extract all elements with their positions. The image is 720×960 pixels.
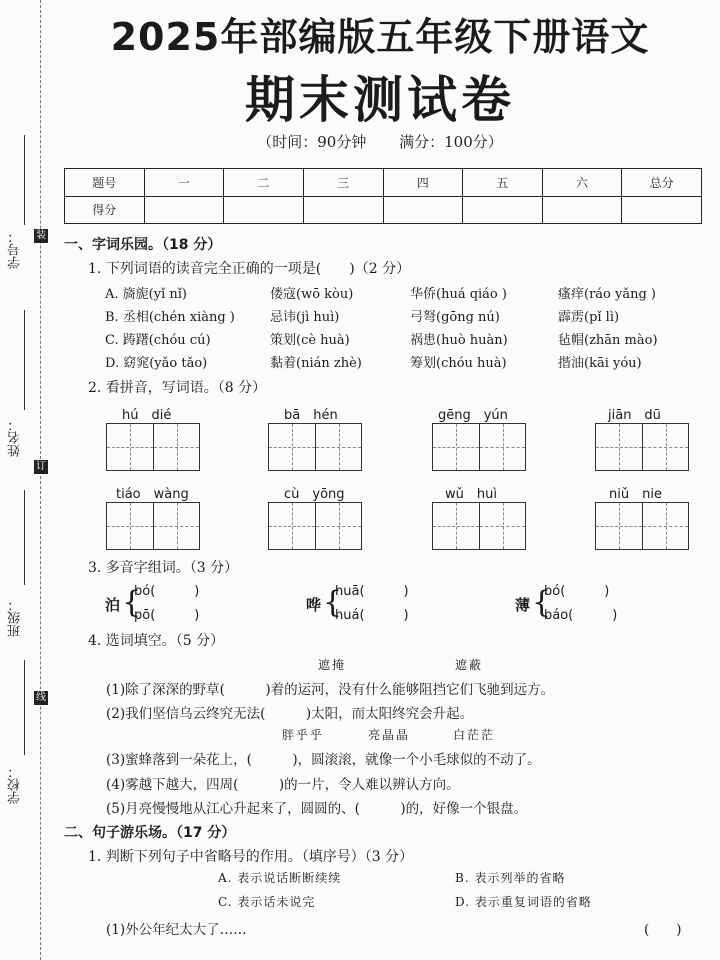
class-fill-line: [24, 490, 25, 585]
score-header-cell: 五: [463, 169, 543, 197]
s1-q4-text: 4. 选词填空。（5 分）: [88, 633, 225, 649]
section1-title: 一、字词乐园。（18 分）: [64, 237, 222, 253]
binding-mark-zhuang: 装: [36, 230, 46, 241]
candidate-word: 遮蔽: [455, 658, 484, 672]
s1-q1-option-d1: D. 窈窕(yǎo tǎo): [105, 356, 208, 371]
score-table-header-row: [65, 169, 702, 197]
score-row-label: 得分: [65, 196, 145, 224]
score-header-cell: 四: [383, 169, 463, 197]
candidate-word: 亮晶晶: [368, 728, 411, 742]
s1-q1-option-b2: 忌讳(jì huì): [270, 310, 340, 325]
score-header-cell: 六: [542, 169, 622, 197]
polyphone-reading: pō( ): [134, 608, 200, 623]
brace: {: [323, 585, 343, 620]
score-header-cell: 题号: [65, 169, 145, 197]
ellipsis-choice-b: B. 表示列举的省略: [455, 871, 566, 885]
school-fill-line: [24, 660, 25, 755]
candidate-word: 胖乎乎: [282, 728, 325, 742]
pinyin-bahen: bā hén: [284, 408, 338, 423]
writing-grid[interactable]: [595, 502, 689, 550]
fill-sentence-4: (4)雾越下越大，四周( )的一片，令人难以辨认方向。: [106, 777, 460, 793]
s1-q1-option-b4: 霹雳(pǐ lì): [558, 310, 620, 325]
score-table-score-row: [65, 196, 702, 224]
brace: {: [532, 585, 552, 620]
pinyin-gengyun: gēng yún: [438, 408, 508, 423]
exam-info: [0, 131, 720, 152]
s1-q1-text: 1. 下列词语的读音完全正确的一项是( )（2 分）: [88, 261, 411, 277]
pinyin-hudie: hú dié: [122, 408, 172, 423]
s1-q1-option-b1: B. 丞相(chén xiàng ): [105, 310, 235, 325]
score-cell: [144, 196, 224, 224]
pinyin-jiandu: jiān dū: [608, 408, 661, 423]
score-header-cell: 一: [144, 169, 224, 197]
ellipsis-choice-d: D. 表示重复词语的省略: [455, 895, 592, 909]
score-cell: [622, 196, 702, 224]
writing-grid[interactable]: [268, 502, 362, 550]
s1-q1-option-d4: 揩油(kāi yóu): [558, 356, 642, 371]
s1-q1-option-b3: 弓弩(gōng nú): [410, 310, 500, 325]
polyphone-char-bao: 薄: [515, 596, 531, 614]
answer-blank[interactable]: ( ): [644, 922, 682, 938]
exam-full-score: 满分：100分）: [399, 133, 503, 151]
fill-sentence-2: (2)我们坚信乌云终究无法( )太阳，而太阳终究会升起。: [106, 706, 474, 722]
s1-q1-option-a2: 偻寇(wō kòu): [270, 287, 354, 302]
s1-q2-text: 2. 看拼音，写词语。（8 分）: [88, 380, 267, 396]
score-cell: [463, 196, 543, 224]
exam-time: （时间：90分钟: [257, 133, 367, 151]
polyphone-reading: bó( ): [544, 584, 610, 599]
candidate-word: 遮掩: [318, 658, 347, 672]
ellipsis-choice-a: A. 表示说话断断续续: [218, 871, 342, 885]
writing-grid[interactable]: [432, 502, 526, 550]
writing-grid[interactable]: [595, 423, 689, 471]
score-cell: [224, 196, 304, 224]
score-cell: [542, 196, 622, 224]
writing-grid[interactable]: [432, 423, 526, 471]
binding-mark-xian: 线: [36, 692, 46, 703]
s2-q1-text: 1. 判断下列句子中省略号的作用。（填序号）（3 分）: [88, 849, 414, 865]
s1-q1-option-a4: 瘙痒(ráo yǎng ): [558, 287, 656, 302]
fill-sentence-1: (1)除了深深的野草( )着的运河，没有什么能够阻挡它们飞驰到远方。: [106, 682, 555, 698]
writing-grid[interactable]: [268, 423, 362, 471]
score-header-cell: 二: [224, 169, 304, 197]
s1-q1-option-a1: A. 旖旎(yǐ nǐ): [105, 287, 187, 302]
s1-q3-text: 3. 多音字组词。（3 分）: [88, 560, 239, 576]
s1-q1-option-c2: 策划(cè huà): [270, 333, 350, 348]
polyphone-reading: huá( ): [335, 608, 409, 623]
s1-q1-option-c1: C. 踌躇(chóu cú): [105, 333, 211, 348]
pinyin-cuyong: cù yōng: [284, 487, 345, 502]
binding-mark-ding: 订: [36, 461, 46, 472]
exam-title-line1: 2025年部编版五年级下册语文: [110, 15, 650, 59]
pinyin-tiaowang: tiáo wàng: [116, 487, 189, 502]
fill-sentence-3: (3)蜜蜂落到一朵花上，( )，圆滚滚，就像一个小毛球似的不动了。: [106, 752, 541, 768]
school-label: 学校：: [8, 765, 23, 804]
s1-q1-option-a3: 华侨(huá qiáo ): [410, 287, 507, 302]
s1-q1-option-c3: 祸患(huò huàn): [410, 333, 508, 348]
candidate-word: 白茫茫: [453, 728, 496, 742]
student-id-label: 学号：: [8, 230, 23, 269]
pinyin-wuhui: wǔ huì: [445, 487, 497, 502]
writing-grid[interactable]: [106, 502, 200, 550]
s1-q1-option-d2: 黏着(nián zhè): [270, 356, 362, 371]
brace: {: [122, 585, 142, 620]
s1-q1-option-c4: 毡帽(zhān mào): [558, 333, 658, 348]
exam-title-line2: 期末测试卷: [245, 71, 515, 129]
polyphone-reading: báo( ): [544, 608, 618, 623]
name-label: 姓名：: [8, 418, 23, 457]
class-label: 班级：: [8, 598, 23, 637]
polyphone-char-hua: 哗: [306, 596, 322, 614]
fill-sentence-5: (5)月亮慢慢地从江心升起来了，圆圆的、( )的，好像一个银盘。: [106, 801, 528, 817]
writing-grid[interactable]: [106, 423, 200, 471]
name-fill-line: [24, 310, 25, 410]
polyphone-reading: huā( ): [335, 584, 409, 599]
score-cell: [383, 196, 463, 224]
score-header-cell: 总分: [622, 169, 702, 197]
s1-q1-option-d3: 筹划(chóu huà): [410, 356, 507, 371]
section2-title: 二、句子游乐场。（17 分）: [64, 825, 236, 841]
polyphone-char-po: 泊: [105, 596, 121, 614]
ellipsis-sentence-1: (1)外公年纪太大了……: [106, 922, 247, 938]
score-table: [64, 168, 702, 224]
ellipsis-choice-c: C. 表示话未说完: [218, 895, 316, 909]
pinyin-niunie: niǔ nie: [609, 487, 662, 502]
polyphone-reading: bó( ): [134, 584, 200, 599]
score-header-cell: 三: [303, 169, 383, 197]
score-cell: [303, 196, 383, 224]
